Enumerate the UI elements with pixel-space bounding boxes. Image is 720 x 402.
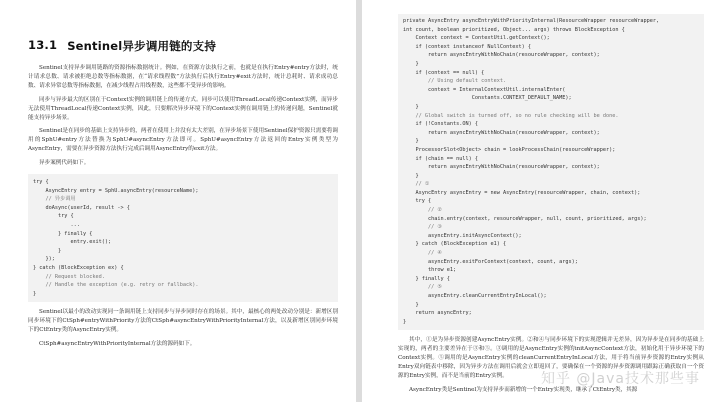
code-line: } xyxy=(403,172,419,179)
paragraph-2: 同步与异步最大的区别在于Context实例的调用链上的传递方式。同步可以使用ThreadLocal传递Context实例，而异步无法使用ThreadLocal传递Context实例，因此，只要解决异步环境下的Context实例在调用链上的传递问题，Sentinel就能支持异步场景。 xyxy=(28,96,338,121)
left-page-content xyxy=(28,38,338,355)
code-line: }); xyxy=(33,256,55,263)
code-line: if (context instanceof NullContext) { xyxy=(403,43,532,50)
section-number: 13.1 xyxy=(28,38,58,52)
right-page xyxy=(362,0,720,402)
code-line: } xyxy=(403,301,419,308)
code-line: // Global switch is turned off, so no rule checking will be done. xyxy=(403,112,619,119)
section-title: Sentinel异步调用链的支持 xyxy=(67,39,217,53)
code-line: return asyncEntryWithNoChain(resourceWrapper, context); xyxy=(403,164,600,171)
paragraph-1: Sentinel支持异步调用链路的资源指标数据统计。例如，在资源方法执行之前，也就是在执行Entry#entry方法时，统计请求总数、请求被拒绝总数等指标数据，在“请求线程数”方法执行后执行Entry#exit方法时，统计总耗时、请求成功总数、请求异常总数等指标数据，在减少线程占用线程数，这些都不受异步的影响。 xyxy=(28,65,338,89)
code-line: } xyxy=(33,247,62,254)
code-line: try { xyxy=(403,198,432,205)
code-line: // Handle the exception (e.g. retry or fallback). xyxy=(33,282,199,289)
code-block-async-entry-internal xyxy=(398,14,704,330)
right-paragraph-2: AsyncEntry类是Sentinel为支持异步而新增的一个Entry实现类，继承了CtEntry类，其源 xyxy=(409,386,638,393)
code-line: return asyncEntryWithNoChain(resourceWrapper, context); xyxy=(403,52,600,59)
code-line: private AsyncEntry asyncEntryWithPriorityInternal(ResourceWrapper resourceWrapper, xyxy=(403,18,660,24)
code-line: int count, boolean prioritized, Object... args) throws BlockException { xyxy=(403,26,625,33)
code-line: } finally { xyxy=(33,230,93,237)
left-page xyxy=(0,0,356,402)
code-block-async-example xyxy=(28,174,338,302)
code-line: } xyxy=(403,138,419,145)
code-caption-2: CtSph#asyncEntryWithPriorityInternal方法的源码如下。 xyxy=(39,341,196,348)
code-line: return asyncEntryWithNoChain(resourceWrapper, context); xyxy=(403,129,600,136)
code-line: if (context == null) { xyxy=(403,69,485,76)
code-line: // Using default context. xyxy=(403,78,507,85)
code-line: try { xyxy=(33,213,74,220)
code-line: } xyxy=(403,60,419,67)
code-line: AsyncEntry entry = SphU.asyncEntry(resourceName); xyxy=(33,187,199,194)
code-line: if (!Constants.ON) { xyxy=(403,121,478,128)
code-line: ... xyxy=(33,222,80,229)
code-line: if (chain == null) { xyxy=(403,155,478,162)
code-line: } xyxy=(33,290,37,297)
code-line: asyncEntry.initAsyncContext(); xyxy=(403,232,522,239)
code-line: } catch (BlockException ex) { xyxy=(33,265,124,271)
code-line: } finally { xyxy=(403,275,450,282)
code-line: // ① xyxy=(403,181,430,188)
code-line: asyncEntry.cleanCurrentEntryInLocal(); xyxy=(403,293,547,299)
code-line: doAsync(userId, result -> { xyxy=(33,204,130,211)
section-heading xyxy=(28,38,338,54)
code-caption-1: 异步案例代码如下。 xyxy=(39,160,90,167)
code-line: AsyncEntry asyncEntry = new AsyncEntry(resourceWrapper, chain, context); xyxy=(403,189,641,196)
paragraph-after-code: Sentinel以最小的改动实现同一条调用链上支持同步与异步同时存在的场景。其中，最核心的两处改动分别是：新增区别同步环境下的CtSph#entryWithPriority方法的CtSph#asyncEntryWithPriorityInternal方法，以及新增区别同步环境下的CtEntry类的AsyncEntry实例。 xyxy=(28,309,338,334)
code-line: return asyncEntry; xyxy=(403,310,472,317)
code-line: // ⑤ xyxy=(403,284,443,291)
zhihu-watermark: 知乎 @Java技术那些事 xyxy=(540,371,700,387)
code-line: // ③ xyxy=(403,224,443,231)
code-line: chain.entry(context, resourceWrapper, null, count, prioritized, args); xyxy=(403,215,647,222)
paragraph-3: Sentinel是在同步的基础上支持异步的，两者在使用上并没有太大差别，在异步场景下使用Sentinel保护资源只需要将调用的SphU#entry方法替换为SphU#asyncEntry方法即可。SphU#asyncEntry方法返回的Entry实例类型为AsyncEntry，需要在异步资源方法执行完成后调用AsyncEntry的exit方法。 xyxy=(28,128,338,153)
code-line: try { xyxy=(33,179,49,186)
right-page-content xyxy=(398,14,704,400)
code-line: // 异步调用 xyxy=(33,196,76,203)
code-line: } catch (BlockException e1) { xyxy=(403,241,507,248)
code-line: asyncEntry.exitForContext(context, count, args); xyxy=(403,258,578,265)
code-line: // ④ xyxy=(403,250,443,257)
code-line: // ② xyxy=(403,207,443,214)
code-line: throw e1; xyxy=(403,267,457,274)
code-line: // Request blocked. xyxy=(33,273,105,280)
code-line: } xyxy=(403,318,407,325)
code-line: context = InternalContextUtil.internalEnter( xyxy=(403,86,566,93)
code-line: Constants.CONTEXT_DEFAULT_NAME); xyxy=(403,95,572,102)
right-paragraph-1: 其中，①是为异步资源创建AsyncEntry实例。②和④与同步环境下的实现逻辑并无差异，因为异步是在同步的基础上实现的，两者的主要差异在于③和⑤。③调用的是AsyncEntry实例的initAsyncContext方法，初始化用于异步环境下的Context实例。⑤调用的是AsyncEntry实例的cleanCurrentEntryInLocal方法，用于将当前异步资源的Entry实例从Entry双向链表中移除，因为异步方法在调用后就会立即返回了，要确保在一个资源的异步资源调用跟踪正确获取自一个资源的Entry实例，而不是当前的Entry实例。 xyxy=(398,337,704,379)
code-line: Context context = ContextUtil.getContext(); xyxy=(403,35,550,42)
code-line: ProcessorSlot<Object> chain = lookProcessChain(resourceWrapper); xyxy=(403,146,616,153)
code-line: } xyxy=(403,103,419,110)
code-line: entry.exit(); xyxy=(33,239,112,246)
